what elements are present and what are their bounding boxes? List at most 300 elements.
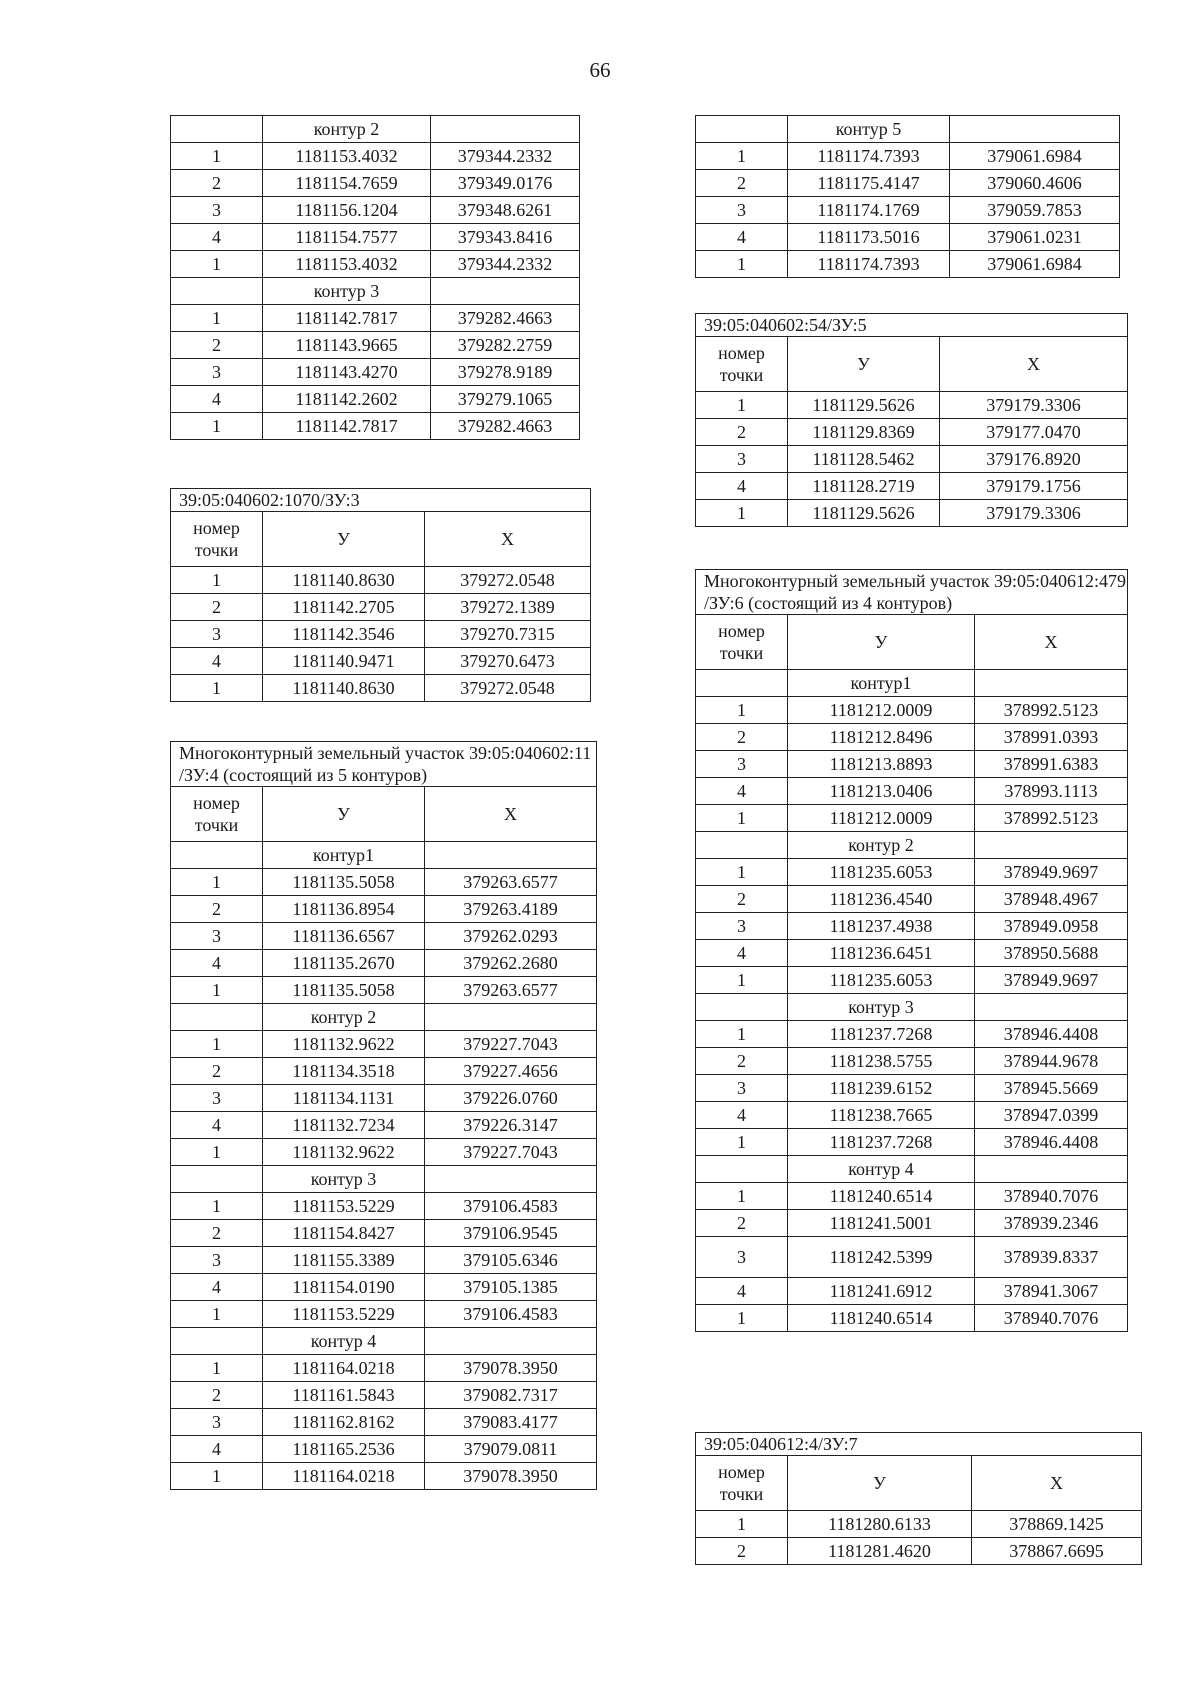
empty-cell (171, 842, 263, 869)
point-number-cell: 4 (171, 648, 263, 675)
y-coordinate-cell: 1181155.3389 (263, 1247, 425, 1274)
table-row (696, 473, 1128, 500)
y-coordinate-cell: 1181174.1769 (788, 197, 950, 224)
column-header-point-number: номер точки (696, 615, 788, 670)
table-row (696, 778, 1128, 805)
x-coordinate-cell: 378950.5688 (975, 940, 1128, 967)
column-header-x: Х (972, 1456, 1142, 1511)
x-coordinate-cell: 378945.5669 (975, 1075, 1128, 1102)
table-row (696, 251, 1120, 278)
contour-label: контур 3 (788, 994, 975, 1021)
column-header-x: Х (425, 512, 591, 567)
table-row (171, 869, 597, 896)
column-header-point-number: номер точки (171, 787, 263, 842)
empty-cell (425, 842, 597, 869)
x-coordinate-cell: 379177.0470 (940, 419, 1128, 446)
table-row (696, 697, 1128, 724)
x-coordinate-cell: 379106.9545 (425, 1220, 597, 1247)
table-row (171, 1058, 597, 1085)
table-title: 39:05:040602:54/ЗУ:5 (696, 314, 1128, 337)
y-coordinate-cell: 1181132.9622 (263, 1139, 425, 1166)
table-row (171, 1085, 597, 1112)
empty-cell (425, 1004, 597, 1031)
table-row (171, 143, 580, 170)
y-coordinate-cell: 1181236.4540 (788, 886, 975, 913)
y-coordinate-cell: 1181235.6053 (788, 859, 975, 886)
contour-label-row (696, 832, 1128, 859)
x-coordinate-cell: 379272.0548 (425, 675, 591, 702)
table-header-row (696, 1456, 1142, 1511)
point-number-cell: 1 (696, 1511, 788, 1538)
point-number-cell: 1 (696, 1183, 788, 1210)
point-number-cell: 1 (171, 1139, 263, 1166)
table-row (171, 1193, 597, 1220)
point-number-cell: 2 (696, 1048, 788, 1075)
x-coordinate-cell: 379078.3950 (425, 1355, 597, 1382)
point-number-cell: 3 (696, 1237, 788, 1278)
y-coordinate-cell: 1181135.5058 (263, 977, 425, 1004)
point-number-cell: 3 (696, 446, 788, 473)
table-row (171, 413, 580, 440)
point-number-cell: 1 (696, 500, 788, 527)
y-coordinate-cell: 1181142.7817 (263, 413, 431, 440)
coordinates-table-zu5 (695, 313, 1128, 527)
x-coordinate-cell: 378992.5123 (975, 805, 1128, 832)
y-coordinate-cell: 1181132.9622 (263, 1031, 425, 1058)
point-number-cell: 1 (171, 869, 263, 896)
column-header-x: Х (975, 615, 1128, 670)
x-coordinate-cell: 378949.9697 (975, 967, 1128, 994)
y-coordinate-cell: 1181142.2705 (263, 594, 425, 621)
empty-cell (696, 1156, 788, 1183)
y-coordinate-cell: 1181129.5626 (788, 500, 940, 527)
table-row (171, 950, 597, 977)
x-coordinate-cell: 379061.0231 (950, 224, 1120, 251)
point-number-cell: 4 (171, 1436, 263, 1463)
contour-label: контур1 (788, 670, 975, 697)
x-coordinate-cell: 378869.1425 (972, 1511, 1142, 1538)
y-coordinate-cell: 1181238.7665 (788, 1102, 975, 1129)
point-number-cell: 1 (696, 1021, 788, 1048)
x-coordinate-cell: 378940.7076 (975, 1305, 1128, 1332)
contour-label-row (171, 1166, 597, 1193)
table-row (696, 392, 1128, 419)
table-row (171, 386, 580, 413)
table-title-row (171, 742, 597, 787)
y-coordinate-cell: 1181142.3546 (263, 621, 425, 648)
y-coordinate-cell: 1181241.6912 (788, 1278, 975, 1305)
contour-label: контур 4 (263, 1328, 425, 1355)
table-row (171, 1409, 597, 1436)
x-coordinate-cell: 379227.7043 (425, 1139, 597, 1166)
table-row (171, 197, 580, 224)
y-coordinate-cell: 1181140.9471 (263, 648, 425, 675)
y-coordinate-cell: 1181212.8496 (788, 724, 975, 751)
y-coordinate-cell: 1181212.0009 (788, 697, 975, 724)
table-row (171, 621, 591, 648)
point-number-cell: 3 (171, 621, 263, 648)
contour-label-row (696, 1156, 1128, 1183)
point-number-cell: 2 (171, 896, 263, 923)
point-number-cell: 4 (696, 940, 788, 967)
contour-label-row (171, 842, 597, 869)
y-coordinate-cell: 1181156.1204 (263, 197, 431, 224)
y-coordinate-cell: 1181153.5229 (263, 1301, 425, 1328)
x-coordinate-cell: 379079.0811 (425, 1436, 597, 1463)
point-number-cell: 1 (696, 805, 788, 832)
y-coordinate-cell: 1181237.4938 (788, 913, 975, 940)
point-number-cell: 2 (171, 1220, 263, 1247)
point-number-cell: 1 (696, 697, 788, 724)
table-row (696, 224, 1120, 251)
x-coordinate-cell: 378946.4408 (975, 1129, 1128, 1156)
point-number-cell: 4 (171, 1112, 263, 1139)
y-coordinate-cell: 1181136.8954 (263, 896, 425, 923)
y-coordinate-cell: 1181240.6514 (788, 1305, 975, 1332)
table-row (171, 923, 597, 950)
point-number-cell: 2 (696, 1538, 788, 1565)
contour-label: контур 2 (263, 116, 431, 143)
empty-cell (431, 278, 580, 305)
x-coordinate-cell: 379227.4656 (425, 1058, 597, 1085)
contour-label-row (171, 278, 580, 305)
contour-label-row (171, 1004, 597, 1031)
point-number-cell: 2 (171, 1058, 263, 1085)
point-number-cell: 4 (171, 950, 263, 977)
y-coordinate-cell: 1181281.4620 (788, 1538, 972, 1565)
table-header-row (171, 787, 597, 842)
contour-label: контур 3 (263, 1166, 425, 1193)
x-coordinate-cell: 378940.7076 (975, 1183, 1128, 1210)
point-number-cell: 1 (171, 977, 263, 1004)
empty-cell (975, 1156, 1128, 1183)
contour-label: контур 2 (788, 832, 975, 859)
table-row (171, 305, 580, 332)
table-row (171, 977, 597, 1004)
x-coordinate-cell: 379278.9189 (431, 359, 580, 386)
empty-cell (171, 1166, 263, 1193)
y-coordinate-cell: 1181154.7659 (263, 170, 431, 197)
x-coordinate-cell: 379262.2680 (425, 950, 597, 977)
y-coordinate-cell: 1181154.8427 (263, 1220, 425, 1247)
y-coordinate-cell: 1181213.0406 (788, 778, 975, 805)
y-coordinate-cell: 1181129.5626 (788, 392, 940, 419)
y-coordinate-cell: 1181134.1131 (263, 1085, 425, 1112)
point-number-cell: 4 (171, 224, 263, 251)
point-number-cell: 3 (171, 1247, 263, 1274)
y-coordinate-cell: 1181140.8630 (263, 567, 425, 594)
column-header-point-number: номер точки (171, 512, 263, 567)
y-coordinate-cell: 1181213.8893 (788, 751, 975, 778)
table-row (171, 1301, 597, 1328)
coordinates-table-continuation-left (170, 115, 580, 440)
x-coordinate-cell: 379282.4663 (431, 305, 580, 332)
point-number-cell: 1 (696, 859, 788, 886)
x-coordinate-cell: 379272.0548 (425, 567, 591, 594)
x-coordinate-cell: 378992.5123 (975, 697, 1128, 724)
y-coordinate-cell: 1181154.7577 (263, 224, 431, 251)
point-number-cell: 1 (171, 1031, 263, 1058)
table-row (696, 1021, 1128, 1048)
table-row (171, 1463, 597, 1490)
point-number-cell: 2 (171, 594, 263, 621)
empty-cell (425, 1328, 597, 1355)
point-number-cell: 3 (696, 1075, 788, 1102)
point-number-cell: 3 (171, 923, 263, 950)
point-number-cell: 4 (171, 386, 263, 413)
table-row (171, 1220, 597, 1247)
table-row (696, 1075, 1128, 1102)
table-row (696, 1129, 1128, 1156)
y-coordinate-cell: 1181173.5016 (788, 224, 950, 251)
x-coordinate-cell: 378939.8337 (975, 1237, 1128, 1278)
point-number-cell: 3 (696, 197, 788, 224)
x-coordinate-cell: 378947.0399 (975, 1102, 1128, 1129)
x-coordinate-cell: 379262.0293 (425, 923, 597, 950)
x-coordinate-cell: 379078.3950 (425, 1463, 597, 1490)
coordinates-table-zu6 (695, 569, 1128, 1332)
y-coordinate-cell: 1181174.7393 (788, 143, 950, 170)
point-number-cell: 1 (171, 1355, 263, 1382)
empty-cell (171, 1328, 263, 1355)
point-number-cell: 1 (171, 251, 263, 278)
x-coordinate-cell: 379061.6984 (950, 251, 1120, 278)
empty-cell (975, 670, 1128, 697)
table-row (696, 1237, 1128, 1278)
y-coordinate-cell: 1181242.5399 (788, 1237, 975, 1278)
x-coordinate-cell: 379060.4606 (950, 170, 1120, 197)
y-coordinate-cell: 1181143.9665 (263, 332, 431, 359)
empty-cell (171, 278, 263, 305)
table-row (696, 751, 1128, 778)
y-coordinate-cell: 1181136.6567 (263, 923, 425, 950)
y-coordinate-cell: 1181154.0190 (263, 1274, 425, 1301)
x-coordinate-cell: 379282.4663 (431, 413, 580, 440)
table-row (171, 170, 580, 197)
x-coordinate-cell: 378993.1113 (975, 778, 1128, 805)
x-coordinate-cell: 378939.2346 (975, 1210, 1128, 1237)
x-coordinate-cell: 379083.4177 (425, 1409, 597, 1436)
point-number-cell: 2 (171, 332, 263, 359)
point-number-cell: 1 (696, 1129, 788, 1156)
table-row (696, 170, 1120, 197)
x-coordinate-cell: 379106.4583 (425, 1193, 597, 1220)
x-coordinate-cell: 379270.6473 (425, 648, 591, 675)
x-coordinate-cell: 379179.3306 (940, 500, 1128, 527)
table-row (171, 224, 580, 251)
y-coordinate-cell: 1181142.2602 (263, 386, 431, 413)
empty-cell (975, 832, 1128, 859)
x-coordinate-cell: 379179.3306 (940, 392, 1128, 419)
empty-cell (696, 832, 788, 859)
x-coordinate-cell: 379272.1389 (425, 594, 591, 621)
x-coordinate-cell: 378941.3067 (975, 1278, 1128, 1305)
table-row (696, 1511, 1142, 1538)
y-coordinate-cell: 1181175.4147 (788, 170, 950, 197)
point-number-cell: 2 (696, 724, 788, 751)
column-header-y: У (788, 1456, 972, 1511)
column-header-y: У (263, 787, 425, 842)
table-row (171, 1247, 597, 1274)
y-coordinate-cell: 1181140.8630 (263, 675, 425, 702)
empty-cell (431, 116, 580, 143)
table-row (171, 251, 580, 278)
point-number-cell: 1 (171, 675, 263, 702)
point-number-cell: 4 (696, 1278, 788, 1305)
table-row (696, 886, 1128, 913)
x-coordinate-cell: 379349.0176 (431, 170, 580, 197)
table-title: 39:05:040612:4/ЗУ:7 (696, 1433, 1142, 1456)
table-row (696, 1538, 1142, 1565)
point-number-cell: 1 (171, 305, 263, 332)
y-coordinate-cell: 1181134.3518 (263, 1058, 425, 1085)
table-row (171, 1139, 597, 1166)
y-coordinate-cell: 1181239.6152 (788, 1075, 975, 1102)
point-number-cell: 3 (696, 913, 788, 940)
y-coordinate-cell: 1181128.2719 (788, 473, 940, 500)
x-coordinate-cell: 379343.8416 (431, 224, 580, 251)
coordinates-table-continuation-right (695, 115, 1120, 278)
table-title: Многоконтурный земельный участок 39:05:040602:11 /ЗУ:4 (состоящий из 5 контуров) (171, 742, 597, 787)
column-header-y: У (263, 512, 425, 567)
point-number-cell: 1 (696, 392, 788, 419)
y-coordinate-cell: 1181142.7817 (263, 305, 431, 332)
table-row (171, 1112, 597, 1139)
x-coordinate-cell: 379082.7317 (425, 1382, 597, 1409)
y-coordinate-cell: 1181236.6451 (788, 940, 975, 967)
contour-label-row (696, 994, 1128, 1021)
x-coordinate-cell: 379263.6577 (425, 977, 597, 1004)
y-coordinate-cell: 1181240.6514 (788, 1183, 975, 1210)
table-row (171, 594, 591, 621)
table-row (696, 143, 1120, 170)
x-coordinate-cell: 378944.9678 (975, 1048, 1128, 1075)
x-coordinate-cell: 378991.0393 (975, 724, 1128, 751)
x-coordinate-cell: 379176.8920 (940, 446, 1128, 473)
table-header-row (171, 512, 591, 567)
x-coordinate-cell: 378948.4967 (975, 886, 1128, 913)
y-coordinate-cell: 1181153.5229 (263, 1193, 425, 1220)
empty-cell (696, 670, 788, 697)
column-header-y: У (788, 337, 940, 392)
x-coordinate-cell: 379227.7043 (425, 1031, 597, 1058)
contour-label: контур 4 (788, 1156, 975, 1183)
table-title-row (696, 1433, 1142, 1456)
point-number-cell: 1 (171, 1463, 263, 1490)
table-row (696, 913, 1128, 940)
point-number-cell: 2 (696, 886, 788, 913)
point-number-cell: 3 (171, 359, 263, 386)
x-coordinate-cell: 378867.6695 (972, 1538, 1142, 1565)
contour-label: контур 2 (263, 1004, 425, 1031)
y-coordinate-cell: 1181162.8162 (263, 1409, 425, 1436)
table-row (171, 1031, 597, 1058)
column-header-y: У (788, 615, 975, 670)
empty-cell (950, 116, 1120, 143)
point-number-cell: 4 (696, 778, 788, 805)
y-coordinate-cell: 1181128.5462 (788, 446, 940, 473)
x-coordinate-cell: 379059.7853 (950, 197, 1120, 224)
contour-label-row (171, 1328, 597, 1355)
table-title: Многоконтурный земельный участок 39:05:040612:479 /ЗУ:6 (состоящий из 4 контуров) (696, 570, 1128, 615)
column-header-point-number: номер точки (696, 1456, 788, 1511)
point-number-cell: 4 (171, 1274, 263, 1301)
table-header-row (696, 337, 1128, 392)
point-number-cell: 1 (696, 967, 788, 994)
y-coordinate-cell: 1181164.0218 (263, 1355, 425, 1382)
x-coordinate-cell: 378949.0958 (975, 913, 1128, 940)
x-coordinate-cell: 378949.9697 (975, 859, 1128, 886)
contour-label-row (171, 116, 580, 143)
table-row (696, 1305, 1128, 1332)
y-coordinate-cell: 1181235.6053 (788, 967, 975, 994)
page-number: 66 (589, 58, 611, 82)
y-coordinate-cell: 1181153.4032 (263, 143, 431, 170)
y-coordinate-cell: 1181161.5843 (263, 1382, 425, 1409)
table-row (696, 1048, 1128, 1075)
table-title-row (696, 314, 1128, 337)
table-row (696, 197, 1120, 224)
table-row (696, 724, 1128, 751)
y-coordinate-cell: 1181280.6133 (788, 1511, 972, 1538)
y-coordinate-cell: 1181212.0009 (788, 805, 975, 832)
contour-label-row (696, 116, 1120, 143)
point-number-cell: 4 (696, 224, 788, 251)
x-coordinate-cell: 378946.4408 (975, 1021, 1128, 1048)
point-number-cell: 2 (171, 170, 263, 197)
point-number-cell: 2 (171, 1382, 263, 1409)
y-coordinate-cell: 1181238.5755 (788, 1048, 975, 1075)
table-row (171, 896, 597, 923)
table-row (171, 675, 591, 702)
table-row (696, 1102, 1128, 1129)
table-row (171, 1274, 597, 1301)
table-row (171, 567, 591, 594)
coordinates-table-zu3 (170, 488, 591, 702)
point-number-cell: 1 (696, 251, 788, 278)
empty-cell (975, 994, 1128, 1021)
table-row (696, 1210, 1128, 1237)
point-number-cell: 3 (171, 197, 263, 224)
contour-label: контур 5 (788, 116, 950, 143)
column-header-x: Х (940, 337, 1128, 392)
x-coordinate-cell: 378991.6383 (975, 751, 1128, 778)
table-row (696, 1278, 1128, 1305)
table-row (696, 1183, 1128, 1210)
point-number-cell: 1 (171, 567, 263, 594)
y-coordinate-cell: 1181132.7234 (263, 1112, 425, 1139)
x-coordinate-cell: 379348.6261 (431, 197, 580, 224)
x-coordinate-cell: 379179.1756 (940, 473, 1128, 500)
column-header-x: Х (425, 787, 597, 842)
y-coordinate-cell: 1181165.2536 (263, 1436, 425, 1463)
x-coordinate-cell: 379105.1385 (425, 1274, 597, 1301)
y-coordinate-cell: 1181143.4270 (263, 359, 431, 386)
point-number-cell: 1 (171, 1193, 263, 1220)
y-coordinate-cell: 1181164.0218 (263, 1463, 425, 1490)
x-coordinate-cell: 379279.1065 (431, 386, 580, 413)
coordinates-table-zu7 (695, 1432, 1142, 1565)
empty-cell (425, 1166, 597, 1193)
x-coordinate-cell: 379344.2332 (431, 143, 580, 170)
empty-cell (696, 116, 788, 143)
table-row (696, 500, 1128, 527)
y-coordinate-cell: 1181237.7268 (788, 1021, 975, 1048)
y-coordinate-cell: 1181135.5058 (263, 869, 425, 896)
point-number-cell: 1 (696, 143, 788, 170)
x-coordinate-cell: 379263.4189 (425, 896, 597, 923)
point-number-cell: 2 (696, 1210, 788, 1237)
